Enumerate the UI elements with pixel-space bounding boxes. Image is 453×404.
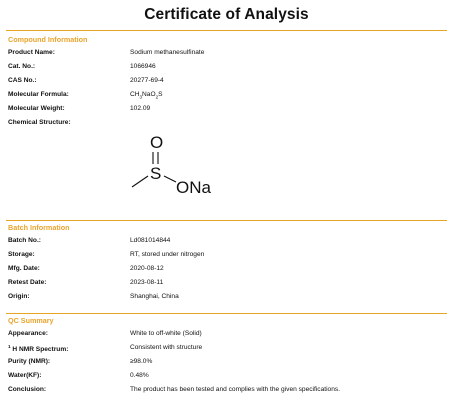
row-storage xyxy=(8,251,448,261)
cat-no-value: 1066946 xyxy=(130,63,156,70)
nmr-spectrum-value: Consistent with structure xyxy=(130,344,203,351)
molecular-formula-value xyxy=(130,91,163,99)
molecular-weight-value: 102.09 xyxy=(130,105,151,112)
row-cas-no xyxy=(8,77,448,87)
row-product-name xyxy=(8,49,448,59)
purity-label: Purity (NMR): xyxy=(8,358,51,365)
row-appearance xyxy=(8,330,448,340)
chemical-structure-label: Chemical Structure: xyxy=(8,119,71,126)
cat-no-label: Cat. No.: xyxy=(8,63,36,70)
cas-no-label: CAS No.: xyxy=(8,77,37,84)
nmr-spectrum-label xyxy=(8,344,68,353)
product-name-value: Sodium methanesulfinate xyxy=(130,49,205,56)
ona-group: ONa xyxy=(176,178,211,197)
batch-no-value: Ld081014844 xyxy=(130,237,171,244)
molecular-weight-label: Molecular Weight: xyxy=(8,105,65,112)
formula-sub-3: 3 xyxy=(139,94,143,100)
chemical-structure-drawing xyxy=(120,128,240,204)
section-qc-summary: QC Summary xyxy=(8,316,54,325)
mfg-date-label: Mfg. Date: xyxy=(8,265,40,272)
storage-label: Storage: xyxy=(8,251,35,258)
water-label: Water(KF): xyxy=(8,372,42,379)
oxygen-atom: O xyxy=(150,133,164,152)
methyl-bond xyxy=(132,176,148,187)
retest-date-label: Retest Date: xyxy=(8,279,47,286)
batch-no-label: Batch No.: xyxy=(8,237,41,244)
appearance-value: White to off-white (Solid) xyxy=(130,330,202,337)
origin-label: Origin: xyxy=(8,293,30,300)
conclusion-value: The product has been tested and complies with the given specifications. xyxy=(130,386,341,393)
section-batch-information: Batch Information xyxy=(8,223,70,232)
cas-no-value: 20277-69-4 xyxy=(130,77,164,84)
appearance-label: Appearance: xyxy=(8,330,48,337)
row-mfg-date xyxy=(8,265,448,275)
section-divider-qc xyxy=(6,313,447,314)
sulfur-atom: S xyxy=(150,164,162,183)
sulfur-oxygen-bond xyxy=(164,176,176,182)
mfg-date-value: 2020-08-12 xyxy=(130,265,164,272)
molecular-formula-label: Molecular Formula: xyxy=(8,91,69,98)
retest-date-value: 2023-08-11 xyxy=(130,279,164,286)
conclusion-label: Conclusion: xyxy=(8,386,47,393)
title-divider xyxy=(6,30,447,31)
formula-sub-2: 2 xyxy=(155,94,159,100)
purity-value: ≥98.0% xyxy=(130,358,153,365)
product-name-label: Product Name: xyxy=(8,49,55,56)
formula-part-ch: CH xyxy=(130,91,140,98)
row-batch-no xyxy=(8,237,448,247)
row-cat-no xyxy=(8,63,448,73)
section-compound-information: Compound Information xyxy=(8,35,88,44)
water-value: 0.48% xyxy=(130,372,149,379)
row-water xyxy=(8,372,448,382)
row-retest-date xyxy=(8,279,448,289)
nmr-superscript: 1 xyxy=(8,344,11,349)
storage-value: RT, stored under nitrogen xyxy=(130,251,205,258)
nmr-label-text: H NMR Spectrum: xyxy=(10,346,69,354)
document-title: Certificate of Analysis xyxy=(144,6,309,23)
row-molecular-formula xyxy=(8,91,448,101)
row-conclusion xyxy=(8,386,448,396)
section-divider-batch xyxy=(6,220,447,221)
formula-part-s: S xyxy=(158,91,163,98)
row-molecular-weight xyxy=(8,105,448,115)
row-origin xyxy=(8,293,448,303)
origin-value: Shanghai, China xyxy=(130,293,179,300)
row-nmr-spectrum xyxy=(8,344,448,354)
row-purity xyxy=(8,358,448,368)
formula-part-nao: NaO xyxy=(142,91,156,98)
